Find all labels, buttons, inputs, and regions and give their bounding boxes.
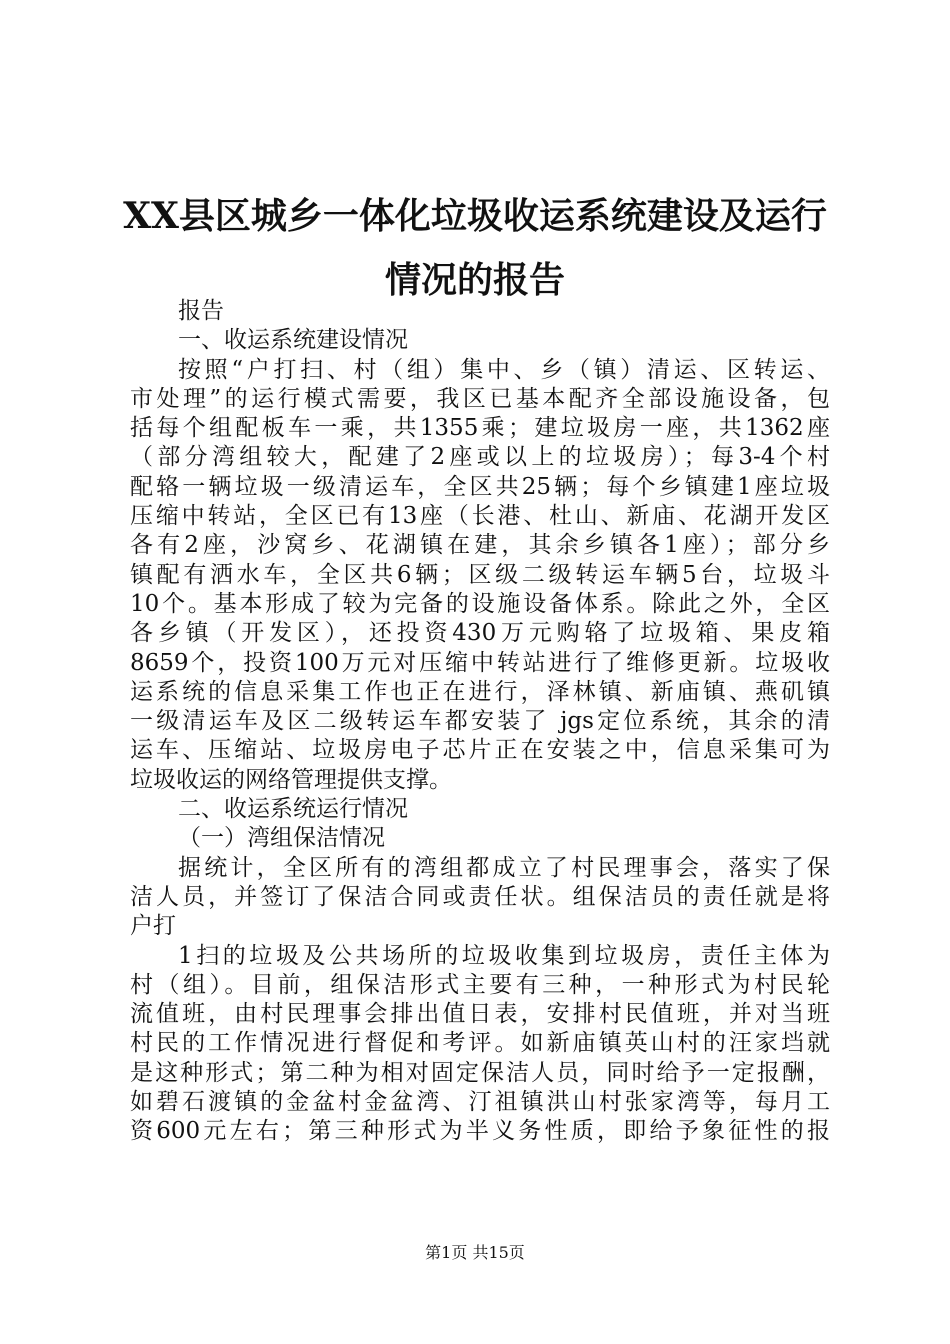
body-line: 一、收运系统建设情况 bbox=[178, 327, 408, 354]
title-line-2: 情况的报告 bbox=[384, 259, 565, 301]
body-line: 报告 bbox=[178, 298, 224, 324]
body-line: 市处理”的运行模式需要，我区已基本配齐全部设施设备，包 bbox=[130, 385, 830, 412]
body-line: 配辂一辆垃圾一级清运车，全区共25辆；每个乡镇建1座垃圾 bbox=[130, 473, 830, 500]
body-line: 洁人员，并签订了保洁合同或责任状。组保洁员的责任就是将 bbox=[130, 883, 830, 910]
body-line: 8659个，投资100万元对压缩中转站进行了维修更新。垃圾收 bbox=[130, 649, 830, 676]
body-line: 括每个组配板车一乘，共1355乘；建垃圾房一座，共1362座 bbox=[130, 415, 830, 442]
body-line: 各乡镇（开发区），还投资430万元购辂了垃圾箱、果皮箱 bbox=[130, 620, 830, 647]
body-line: 运系统的信息采集工作也正在进行，泽林镇、新庙镇、燕矶镇 bbox=[130, 678, 830, 705]
body-line: 据统计，全区所有的湾组都成立了村民理事会，落实了保 bbox=[178, 854, 830, 881]
body-line: 如碧石渡镇的金盆村金盆湾、汀祖镇洪山村张家湾等，每月工 bbox=[130, 1089, 830, 1116]
body-line: 10个。基本形成了较为完备的设施设备体系。除此之外，全区 bbox=[130, 590, 830, 617]
document-title bbox=[120, 184, 830, 312]
body-line: （一）湾组保洁情况 bbox=[178, 825, 385, 852]
document-body bbox=[130, 297, 830, 1147]
body-line: 运车、压缩站、垃圾房电子芯片正在安装之中，信息采集可为 bbox=[130, 737, 830, 764]
body-line: （部分湾组较大，配建了2座或以上的垃圾房）；每3-4个村 bbox=[130, 444, 830, 471]
body-line: 压缩中转站，全区已有13座（长港、杜山、新庙、花湖开发区 bbox=[130, 503, 830, 530]
body-line: 是这种形式；第二种为相对固定保洁人员，同时给予一定报酬， bbox=[130, 1059, 830, 1086]
page-footer: 第1页 共15页 bbox=[425, 1243, 525, 1262]
body-line: 户打 bbox=[130, 913, 176, 940]
body-line: 按照“户打扫、村（组）集中、乡（镇）清运、区转运、 bbox=[178, 356, 830, 383]
body-line: 镇配有洒水车，全区共6辆；区级二级转运车辆5台，垃圾斗 bbox=[130, 561, 830, 588]
body-line: 一级清运车及区二级转运车都安装了 jgs定位系统，其余的清 bbox=[130, 708, 830, 735]
body-line: 资600元左右；第三种形式为半义务性质，即给予象征性的报 bbox=[130, 1118, 830, 1145]
body-line: 流值班，由村民理事会排出值日表，安排村民值班，并对当班 bbox=[130, 1001, 830, 1028]
title-line-1: XX县区城乡一体化垃圾收运系统建设及运行 bbox=[123, 195, 827, 237]
body-line: 垃圾收运的网络管理提供支撑。 bbox=[130, 766, 452, 793]
body-line: 村民的工作情况进行督促和考评。如新庙镇英山村的汪家垱就 bbox=[130, 1030, 830, 1057]
body-line: 1扫的垃圾及公共场所的垃圾收集到垃圾房，责任主体为 bbox=[178, 942, 830, 969]
body-line: 各有2座，沙窝乡、花湖镇在建，其余乡镇各1座）；部分乡 bbox=[130, 532, 830, 559]
body-line: 二、收运系统运行情况 bbox=[178, 796, 408, 823]
body-line: 村（组）。目前，组保洁形式主要有三种，一种形式为村民轮 bbox=[130, 971, 830, 998]
